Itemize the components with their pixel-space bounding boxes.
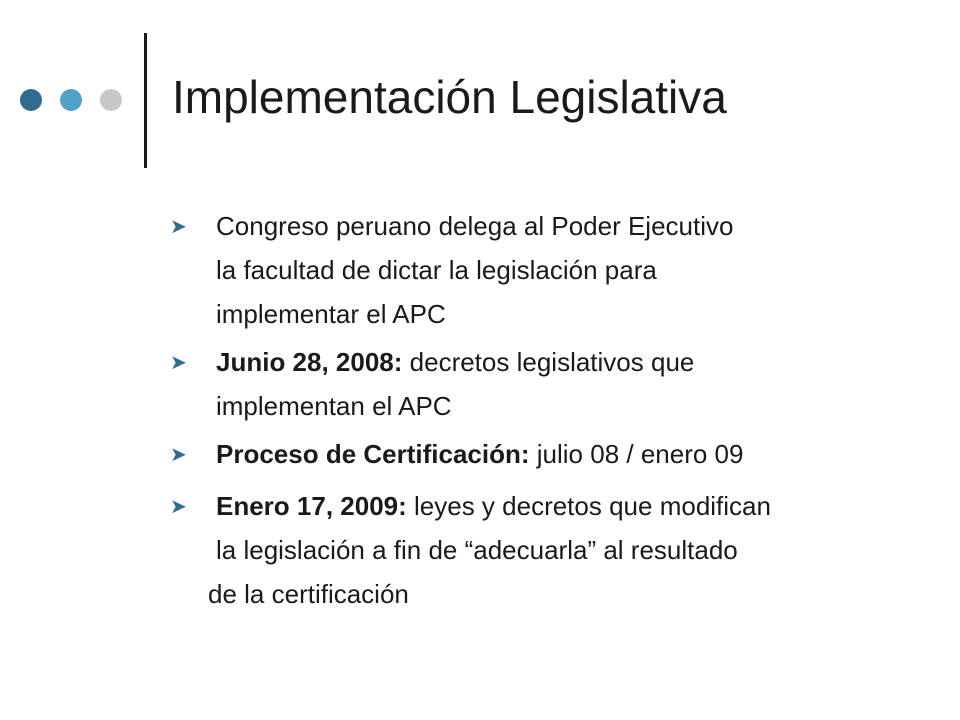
- arrow-right-icon: ➤: [170, 496, 187, 518]
- arrow-right-icon: ➤: [170, 216, 187, 238]
- decorative-dots: [20, 85, 130, 115]
- bullet-bold-label: Junio 28, 2008:: [216, 347, 403, 377]
- slide-title: Implementación Legislativa: [172, 71, 727, 123]
- bullet-text-line: [216, 484, 916, 528]
- arrow-right-icon: ➤: [170, 444, 187, 466]
- dot-light-blue-icon: [60, 89, 82, 111]
- bullet-item-proceso: [170, 432, 916, 476]
- bullet-text-line: implementar el APC: [216, 299, 446, 329]
- bullet-item-enero: [170, 484, 916, 616]
- bullet-item-junio: [170, 340, 916, 428]
- bullet-text: julio 08 / enero 09: [529, 439, 744, 469]
- title-divider: [144, 33, 147, 168]
- bullet-item-congreso: [170, 204, 916, 336]
- bullet-bold-label: Enero 17, 2009:: [216, 491, 407, 521]
- bullet-text-line: implementan el APC: [216, 391, 452, 421]
- bullet-text-line: [216, 340, 916, 384]
- bullet-bold-label: Proceso de Certificación:: [216, 439, 530, 469]
- bullet-text: decretos legislativos que: [402, 347, 695, 377]
- bullet-list: [170, 204, 916, 620]
- bullet-text-line: [216, 432, 916, 476]
- bullet-text-line: la legislación a fin de “adecuarla” al resultado: [216, 535, 738, 565]
- dot-dark-blue-icon: [20, 89, 42, 111]
- bullet-text-line: la facultad de dictar la legislación para: [216, 255, 657, 285]
- bullet-text-line: Congreso peruano delega al Poder Ejecutivo: [216, 211, 734, 241]
- bullet-text-line: de la certificación: [208, 579, 409, 609]
- bullet-text: leyes y decretos que modifican: [406, 491, 771, 521]
- dot-gray-icon: [100, 89, 122, 111]
- arrow-right-icon: ➤: [170, 352, 187, 374]
